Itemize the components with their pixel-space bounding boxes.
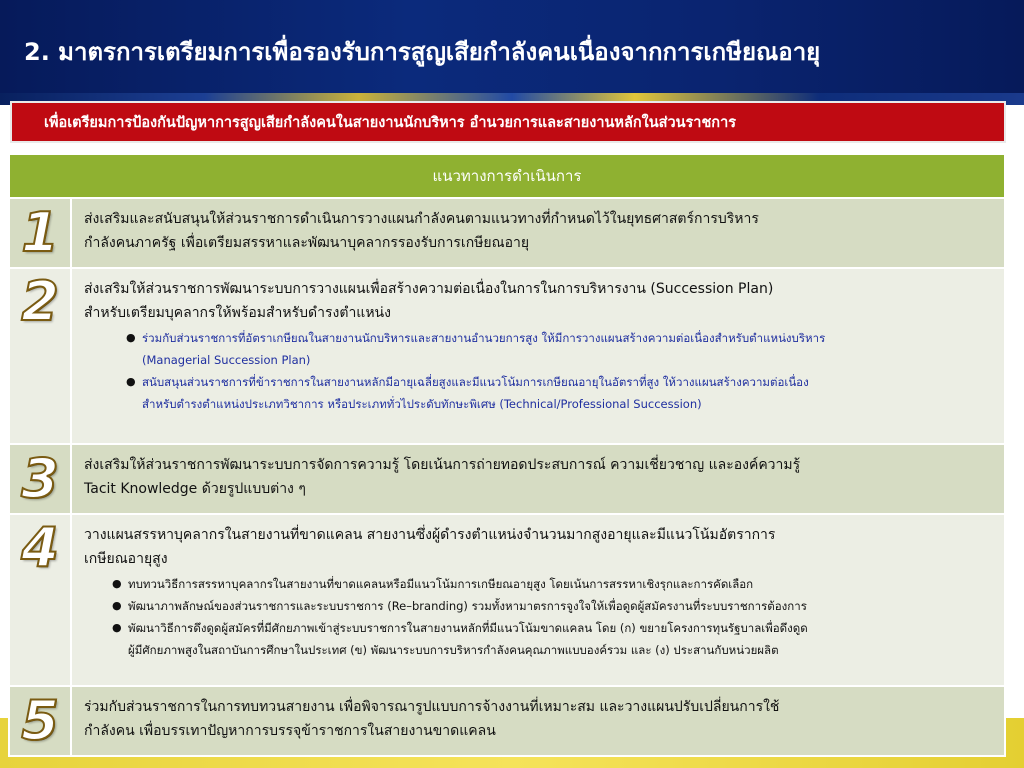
table-row: [9, 198, 1005, 268]
bullet-dot-icon: ●: [112, 577, 122, 590]
table-row: [9, 514, 1005, 686]
bullet-continuation: สำหรับตำรงตำแหน่งประเภทวิชาการ หรือประเภททั่วไประดับทักษะพิเศษ (Technical/Professional Succession): [142, 397, 702, 411]
bullet-text: สนับสนุนส่วนราชการที่ข้าราชการในสายงานหลักมีอายุเฉลี่ยสูงและมีแนวโน้มการเกษียณอายุในอัตราที่สูง ให้วางแผนสร้างความต่อเนื่อง: [142, 375, 809, 389]
row-text-line: กำลังคนภาครัฐ เพื่อเตรียมสรรหาและพัฒนาบุคลากรรองรับการเกษียณอายุ: [84, 235, 530, 251]
row-number: 1: [21, 201, 59, 264]
row-content: [71, 514, 1005, 686]
slide-header: [0, 0, 1024, 93]
subtitle-banner: เพื่อเตรียมการป้องกันปัญหาการสูญเสียกำลังคนในสายงานนักบริหาร อำนวยการและสายงานหลักในส่วนราชการ: [10, 101, 1006, 143]
row-text-line: ส่งเสริมและสนับสนุนให้ส่วนราชการดำเนินการวางแผนกำลังคนตามแนวทางที่กำหนดไว้ในยุทธศาสตร์การบริหาร: [84, 211, 759, 227]
bullet-item: [84, 371, 994, 393]
bullet-text: พัฒนาวิธีการดึงดูดผู้สมัครที่มีศักยภาพเข้าสู่ระบบราชการในสายงานหลักที่มีแนวโน้มขาดแคลน โดย (ก) ขยายโครงการทุนรัฐบาลเพื่อดึงดูด: [128, 621, 808, 635]
bullet-continuation: (Managerial Succession Plan): [142, 353, 311, 367]
row-content: [71, 444, 1005, 514]
row-number-cell: [9, 444, 71, 514]
bullet-dot-icon: ●: [126, 331, 136, 344]
row-number-cell: [9, 514, 71, 686]
bullet-item: [84, 595, 994, 617]
row-number-cell: [9, 198, 71, 268]
row-text-line: สำหรับเตรียมบุคลากรให้พร้อมสำหรับดำรงตำแหน่ง: [84, 305, 391, 321]
row-text-line: กำลังคน เพื่อบรรเทาปัญหาการบรรจุข้าราชการในสายงานขาดแคลน: [84, 723, 496, 739]
table-row: [9, 444, 1005, 514]
bullet-continuation: ผู้มีศักยภาพสูงในสถาบันการศึกษาในประเทศ (ข) พัฒนาระบบการบริหารกำลังคนคุณภาพแบบองค์รวม และ (ง) ประสานกับหน่วยผลิต: [128, 643, 779, 657]
bullet-item: [84, 573, 994, 595]
table-row: [9, 686, 1005, 756]
row-text-line: วางแผนสรรหาบุคลากรในสายงานที่ขาดแคลน สายงานซึ่งผู้ดำรงตำแหน่งจำนวนมากสูงอายุและมีแนวโน้มอัตราการ: [84, 527, 776, 543]
bullet-list: [84, 327, 994, 415]
row-number: 5: [21, 689, 59, 752]
measures-table: [8, 153, 1006, 757]
bullet-item: [84, 327, 994, 349]
row-text-line: ส่งเสริมให้ส่วนราชการพัฒนาระบบการจัดการความรู้ โดยเน้นการถ่ายทอดประสบการณ์ ความเชี่ยวชาญ และองค์ความรู้: [84, 457, 801, 473]
bullet-text: พัฒนาภาพลักษณ์ของส่วนราชการและระบบราชการ (Re–branding) รวมทั้งหามาตรการจูงใจให้เพื่อดูดผู้สมัครงานที่ระบบราชการต้องการ: [128, 599, 807, 613]
row-text-line: เกษียณอายุสูง: [84, 551, 168, 567]
row-number: 2: [21, 270, 59, 333]
row-text-line: Tacit Knowledge ด้วยรูปแบบต่าง ๆ: [84, 481, 306, 497]
row-number: 3: [21, 447, 59, 510]
slide-title: 2. มาตรการเตรียมการเพื่อรองรับการสูญเสียกำลังคนเนื่องจากการเกษียณอายุ: [24, 38, 821, 66]
table-header: แนวทางการดำเนินการ: [9, 154, 1005, 198]
row-number-cell: [9, 686, 71, 756]
bullet-list: [84, 573, 994, 661]
bullet-text: ทบทวนวิธีการสรรหาบุคลากรในสายงานที่ขาดแคลนหรือมีแนวโน้มการเกษียณอายุสูง โดยเน้นการสรรหาเชิงรุกและการคัดเลือก: [128, 577, 754, 591]
bullet-item: [84, 617, 994, 639]
row-text-line: ส่งเสริมให้ส่วนราชการพัฒนาระบบการวางแผนเพื่อสร้างความต่อเนื่องในการในการบริหารงาน (Succession Plan): [84, 281, 774, 297]
row-content: [71, 198, 1005, 268]
bullet-text: ร่วมกับส่วนราชการที่อัตราเกษียณในสายงานนักบริหารและสายงานอำนวยการสูง ให้มีการวางแผนสร้างความต่อเนื่องสำหรับตำแหน่งบริหาร: [142, 331, 826, 345]
row-number: 4: [21, 516, 59, 579]
bullet-dot-icon: ●: [112, 599, 122, 612]
bullet-dot-icon: ●: [126, 375, 136, 388]
row-content: [71, 686, 1005, 756]
row-text-line: ร่วมกับส่วนราชการในการทบทวนสายงาน เพื่อพิจารณารูปแบบการจ้างงานที่เหมาะสม และวางแผนปรับเปลี่ยนการใช้: [84, 699, 780, 715]
bullet-dot-icon: ●: [112, 621, 122, 634]
row-content: [71, 268, 1005, 444]
table-row: [9, 268, 1005, 444]
row-number-cell: [9, 268, 71, 444]
